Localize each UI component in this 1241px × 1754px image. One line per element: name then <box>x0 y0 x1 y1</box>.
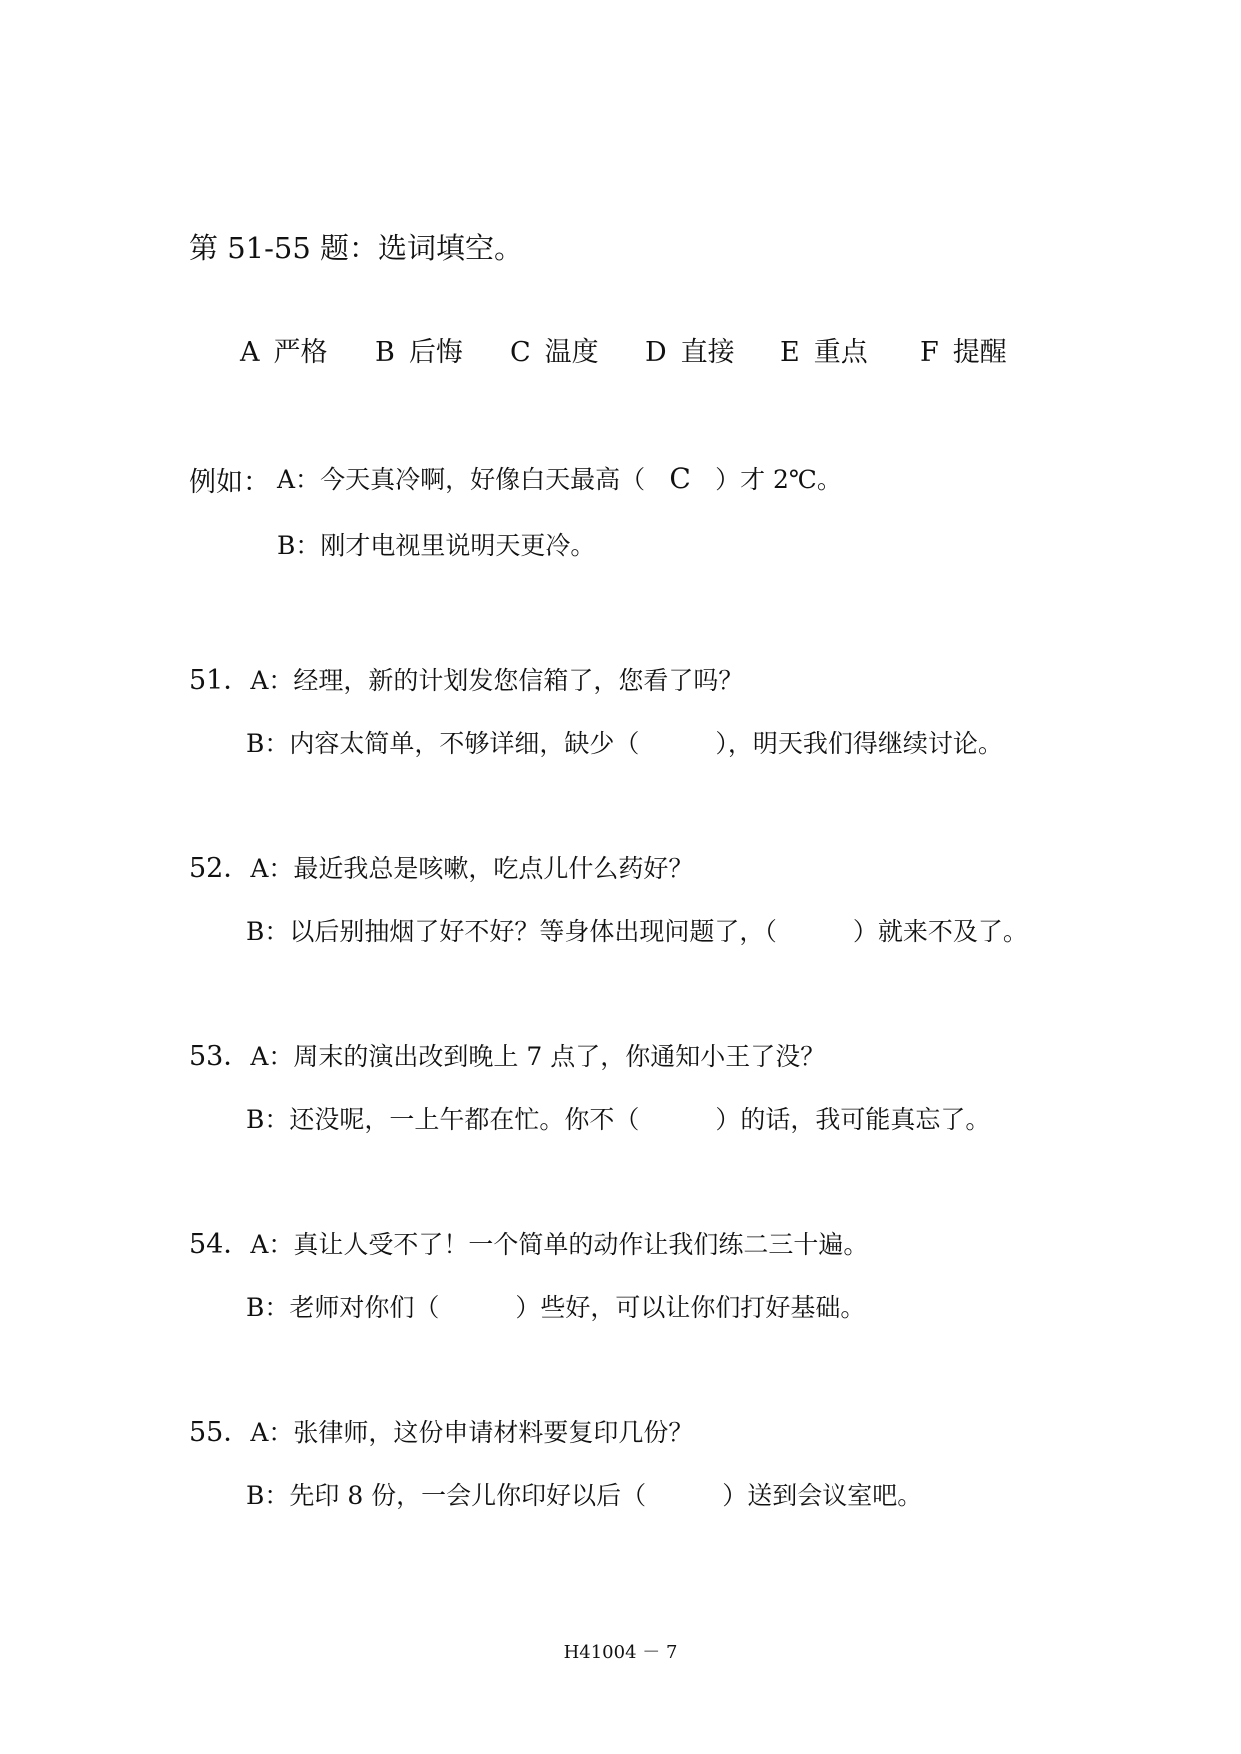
example-line-b: B：刚才电视里说明天更冷。 <box>277 531 596 560</box>
question-number: 55． <box>189 1417 251 1448</box>
example-label: 例如： <box>189 467 270 498</box>
question-53-line-a: 53．A：周末的演出改到晚上 7 点了，你通知小王了没？ <box>189 1041 826 1072</box>
option-e: E 重点 <box>780 337 868 368</box>
option-d: D 直接 <box>645 337 735 368</box>
question-51-line-a: 51．A：经理，新的计划发您信箱了，您看了吗？ <box>189 665 744 696</box>
question-number: 54． <box>189 1229 251 1260</box>
page-footer: H41004 － 7 <box>563 1642 678 1663</box>
word-options <box>240 330 1040 370</box>
example-answer: C <box>669 462 691 495</box>
question-number: 51． <box>189 665 251 696</box>
question-54-line-a: 54．A：真让人受不了！一个简单的动作让我们练二三十遍。 <box>189 1229 869 1260</box>
question-55-line-a: 55．A：张律师，这份申请材料要复印几份？ <box>189 1417 694 1448</box>
option-c: C 温度 <box>510 337 599 368</box>
option-b: B 后悔 <box>375 337 463 368</box>
question-number: 53． <box>189 1041 251 1072</box>
question-number: 52． <box>189 853 251 884</box>
question-55-line-b: B：先印 8 份，一会儿你印好以后（ ）送到会议室吧。 <box>246 1481 923 1510</box>
option-f: F 提醒 <box>920 337 1007 368</box>
section-heading: 第 51-55 题：选词填空。 <box>189 231 524 265</box>
option-a: A 严格 <box>240 337 328 368</box>
question-52-line-b: B：以后别抽烟了好不好？等身体出现问题了，（ ）就来不及了。 <box>246 917 1028 946</box>
question-53-line-b: B：还没呢，一上午都在忙。你不（ ）的话，我可能真忘了。 <box>246 1105 991 1134</box>
question-52-line-a: 52．A：最近我总是咳嗽，吃点儿什么药好？ <box>189 853 694 884</box>
question-54-line-b: B：老师对你们（ ）些好，可以让你们打好基础。 <box>246 1293 866 1322</box>
example-line-a: A：今天真冷啊，好像白天最高（ C ）才 2℃。 <box>277 462 842 495</box>
question-51-line-b: B：内容太简单，不够详细，缺少（ ），明天我们得继续讨论。 <box>246 729 1003 758</box>
